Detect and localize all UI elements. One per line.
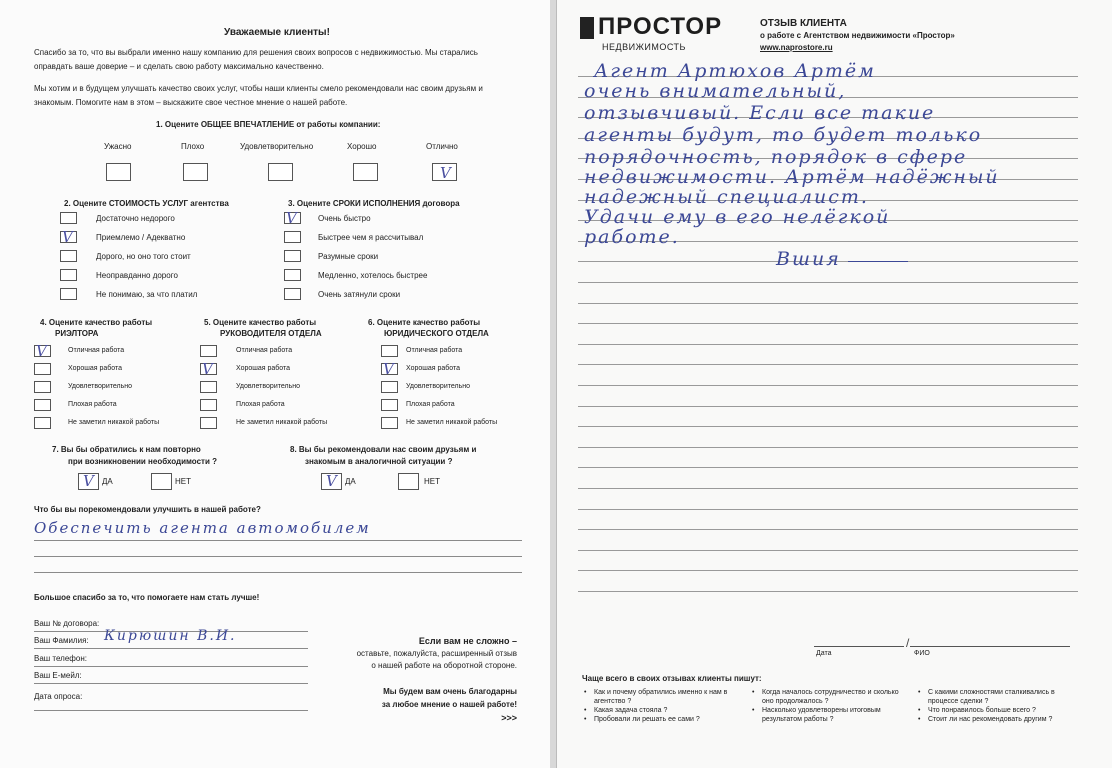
question-title: 3. Оцените СРОКИ ИСПОЛНЕНИЯ договора [288, 199, 460, 208]
manager-checkbox[interactable] [200, 360, 217, 378]
name-field[interactable] [910, 646, 1070, 647]
ruled-line [578, 591, 1078, 592]
answer-line [34, 572, 522, 573]
date-field[interactable] [34, 710, 308, 711]
option-label: Достаточно недорого [96, 214, 175, 223]
footer-item: • С какими сложностями сталкивались в процессе сделки ? [918, 689, 1055, 705]
page-divider [556, 0, 557, 768]
legal-checkbox[interactable] [381, 417, 398, 429]
checkmark: V [440, 164, 451, 182]
footer-column [582, 688, 742, 724]
rating-checkbox-satisfactory[interactable] [268, 163, 293, 181]
question-title: ЮРИДИЧЕСКОГО ОТДЕЛА [384, 329, 489, 338]
review-line[interactable]: агенты будут, то будет только [584, 124, 983, 146]
option-label: Очень затянули сроки [318, 290, 401, 299]
question-title: 2. Оцените СТОИМОСТЬ УСЛУГ агентства [64, 199, 229, 208]
terms-checkbox[interactable] [284, 231, 301, 243]
question-title: РИЭЛТОРА [55, 329, 99, 338]
option-label: Неоправданно дорого [96, 271, 178, 280]
phone-label: Ваш телефон: [34, 654, 87, 663]
realtor-checkbox[interactable] [34, 399, 51, 411]
checkmark: V [383, 360, 394, 378]
option-label: Не заметил никакой работы [406, 419, 498, 426]
phone-field[interactable] [34, 666, 308, 667]
cost-checkbox[interactable] [60, 228, 77, 246]
logo-icon [580, 17, 594, 39]
note-text: оставьте, пожалуйста, расширенный отзыв [356, 649, 517, 658]
footer-item: • Насколько удовлетворены итоговым результатом работы ? [752, 707, 881, 723]
checkmark: V [36, 342, 47, 360]
option-label: Плохая работа [236, 401, 285, 408]
ruled-line [578, 303, 1078, 304]
option-label: Удовлетворительно [240, 142, 314, 151]
ruled-line [578, 406, 1078, 407]
realtor-checkbox[interactable] [34, 342, 51, 360]
ruled-line [578, 550, 1078, 551]
rating-checkbox-bad[interactable] [183, 163, 208, 181]
footer-column [916, 688, 1066, 724]
option-label: Удовлетворительно [236, 383, 301, 390]
review-page: ПРОСТОР НЕДВИЖИМОСТЬ ОТЗЫВ КЛИЕНТА о работе с Агентством недвижимости «Простор» www.naprostore.ru Агент Артюхов Артём очень внимательный, отзывчивый. Если все такие агенты будут, то будет только порядочность, порядок в сфере недвижимости. Артём надёжный надежный специалист. Удачи ему в его нелёгкой работе. Вшия / Дата ФИО Чаще всего в своих отзывах клиенты пишут: • Как и почему обратились именно к нам в агентство ? • Какая задача стояла ? • Пробовали ли решать ее сами ? • Когда началось сотрудничество и сколько оно продолжалось ? • Насколько удовлетворены итоговым результатом работы ? • С какими сложностями сталкивались в процессе сделки ? • Что понравилось больше всего ? • Стоит ли нас рекомендовать другим ? [556, 0, 1112, 768]
surname-value[interactable]: Кирюшин В.И. [104, 628, 237, 644]
checkmark: V [62, 228, 73, 246]
no-label: НЕТ [424, 477, 440, 486]
terms-checkbox[interactable] [284, 250, 301, 262]
realtor-checkbox[interactable] [34, 417, 51, 429]
footer-column [750, 688, 900, 724]
footer-item: • Какая задача стояла ? [584, 707, 668, 714]
ruled-line [578, 282, 1078, 283]
checkmark: V [202, 360, 213, 378]
review-line[interactable]: Агент Артюхов Артём [594, 60, 876, 82]
review-line[interactable]: очень внимательный, [584, 80, 847, 102]
header-subtitle: о работе с Агентством недвижимости «Простор» [760, 31, 955, 40]
checkmark: V [326, 472, 337, 490]
date-label: Дата [816, 650, 832, 657]
option-label: Плохая работа [68, 401, 117, 408]
note-text: о нашей работе на оборотной стороне. [371, 661, 517, 670]
manager-checkbox[interactable] [200, 345, 217, 357]
page-title: Уважаемые клиенты! [224, 27, 330, 38]
option-label: Отличная работа [68, 347, 125, 354]
option-label: Быстрее чем я рассчитывал [318, 233, 424, 242]
terms-checkbox[interactable] [284, 269, 301, 281]
logo-text: ПРОСТОР [598, 13, 723, 40]
surname-field[interactable] [34, 648, 308, 649]
manager-checkbox[interactable] [200, 399, 217, 411]
option-label: Хорошая работа [236, 365, 291, 372]
cost-checkbox[interactable] [60, 288, 77, 300]
option-label: Отлично [426, 142, 458, 151]
thanks-text: Большое спасибо за то, что помогаете нам стать лучше! [34, 593, 260, 602]
option-label: Удовлетворительно [68, 383, 133, 390]
footer-item: • Когда началось сотрудничество и сколько оно продолжалось ? [752, 689, 899, 705]
legal-checkbox[interactable] [381, 381, 398, 393]
ruled-line [578, 344, 1078, 345]
legal-checkbox[interactable] [381, 345, 398, 357]
footer-item: • Стоит ли нас рекомендовать другим ? [918, 716, 1053, 723]
review-line[interactable]: порядочность, порядок в сфере [584, 146, 968, 168]
signature: Вшия [776, 248, 841, 270]
ruled-line [578, 467, 1078, 468]
review-line[interactable]: Удачи ему в его нелёгкой [584, 206, 891, 228]
header-url[interactable]: www.naprostore.ru [760, 43, 833, 52]
survey-form-page [0, 0, 550, 768]
review-line[interactable]: отзывчивый. Если все такие [584, 102, 936, 124]
ruled-line [578, 323, 1078, 324]
footer-item: • Как и почему обратились именно к нам в агентство ? [584, 689, 728, 705]
cost-checkbox[interactable] [60, 212, 77, 224]
question-title: 1. Оцените ОБЩЕЕ ВПЕЧАТЛЕНИЕ от работы компании: [156, 120, 381, 129]
legal-checkbox[interactable] [381, 399, 398, 411]
option-label: Не понимаю, за что платил [96, 290, 198, 299]
cost-checkbox[interactable] [60, 269, 77, 281]
rating-checkbox-terrible[interactable] [106, 163, 131, 181]
option-label: Разумные сроки [318, 252, 379, 261]
arrows-icon: >>> [501, 713, 517, 723]
answer-line [34, 556, 522, 557]
surname-label: Ваш Фамилия: [34, 636, 89, 645]
question-title: РУКОВОДИТЕЛЯ ОТДЕЛА [220, 329, 322, 338]
intro-text: оправдать ваше доверие – и сделать свою работу максимально качественно. [34, 62, 324, 71]
realtor-checkbox[interactable] [34, 363, 51, 375]
ruled-line [578, 447, 1078, 448]
question-title: 7. Вы бы обратились к нам повторно [52, 445, 201, 454]
name-label: ФИО [914, 650, 930, 657]
checkmark: V [83, 472, 94, 490]
ruled-line [578, 488, 1078, 489]
realtor-checkbox[interactable] [34, 381, 51, 393]
no-label: НЕТ [175, 477, 191, 486]
contract-label: Ваш № договора: [34, 619, 100, 628]
rating-checkbox-excellent[interactable] [432, 163, 457, 181]
manager-checkbox[interactable] [200, 417, 217, 429]
option-label: Отличная работа [236, 347, 293, 354]
intro-text: знакомым. Помогите нам в этом – выскажите свое честное мнение о нашей работе. [34, 98, 348, 107]
terms-checkbox[interactable] [284, 209, 301, 227]
option-label: Не заметил никакой работы [68, 419, 160, 426]
option-label: Плохо [181, 142, 205, 151]
ruled-line [578, 529, 1078, 530]
ruled-line [578, 364, 1078, 365]
review-line[interactable]: недвижимости. Артём надёжный [584, 166, 1000, 188]
footer-item: • Пробовали ли решать ее сами ? [584, 716, 700, 723]
checkmark: V [286, 209, 297, 227]
return-yes-checkbox[interactable] [78, 473, 99, 490]
note-title: Если вам не сложно – [418, 636, 517, 646]
signature-stroke [848, 261, 908, 262]
intro-text: Спасибо за то, что вы выбрали именно нашу компанию для решения своих вопросов с недвижимостью. Мы старались [34, 48, 478, 57]
option-label: Хорошая работа [406, 365, 461, 372]
question-title: 6. Оцените качество работы [368, 318, 481, 327]
date-label: Дата опроса: [34, 692, 83, 701]
improve-answer[interactable]: Обеспечить агента автомобилем [34, 519, 371, 537]
logo-subtitle: НЕДВИЖИМОСТЬ [602, 42, 686, 52]
option-label: Дорого, но оно того стоит [96, 252, 191, 261]
email-label: Ваш Е-мейл: [34, 671, 82, 680]
rating-checkbox-good[interactable] [353, 163, 378, 181]
option-label: Ужасно [104, 142, 132, 151]
option-label: Хорошо [347, 142, 377, 151]
question-title: 8. Вы бы рекомендовали нас своим друзьям и [290, 445, 477, 454]
header-title: ОТЗЫВ КЛИЕНТА [760, 18, 847, 29]
ruled-line [578, 426, 1078, 427]
ruled-line [578, 509, 1078, 510]
option-label: Отличная работа [406, 347, 463, 354]
option-label: Приемлемо / Адекватно [96, 233, 186, 242]
legal-checkbox[interactable] [381, 360, 398, 378]
answer-line [34, 540, 522, 541]
recommend-no-checkbox[interactable] [398, 473, 419, 490]
option-label: Плохая работа [406, 401, 455, 408]
review-line[interactable]: работе. [584, 226, 680, 248]
option-label: Хорошая работа [68, 365, 123, 372]
question-title: 4. Оцените качество работы [40, 318, 153, 327]
cost-checkbox[interactable] [60, 250, 77, 262]
recommend-yes-checkbox[interactable] [321, 473, 342, 490]
option-label: Не заметил никакой работы [236, 419, 328, 426]
option-label: Медленно, хотелось быстрее [318, 271, 428, 280]
final-note: Мы будем вам очень благодарны [383, 687, 517, 696]
final-note: за любое мнение о нашей работе! [381, 700, 517, 709]
question-title: при возникновении необходимости ? [68, 457, 217, 466]
manager-checkbox[interactable] [200, 381, 217, 393]
improve-question: Что бы вы порекомендовали улучшить в нашей работе? [34, 505, 261, 514]
option-label: Удовлетворительно [406, 383, 471, 390]
option-label: Очень быстро [318, 214, 371, 223]
terms-checkbox[interactable] [284, 288, 301, 300]
footer-title: Чаще всего в своих отзывах клиенты пишут: [582, 674, 762, 683]
yes-label: ДА [102, 477, 113, 486]
question-title: 5. Оцените качество работы [204, 318, 317, 327]
intro-text: Мы хотим и в будущем улучшать качество своих услуг, чтобы наши клиенты смело рекомендовали нас своим друзьям и [34, 84, 483, 93]
ruled-line [578, 385, 1078, 386]
date-field[interactable] [814, 646, 904, 647]
ruled-line [578, 570, 1078, 571]
return-no-checkbox[interactable] [151, 473, 172, 490]
email-field[interactable] [34, 683, 308, 684]
footer-item: • Что понравилось больше всего ? [918, 707, 1036, 714]
review-line[interactable]: надежный специалист. [584, 186, 869, 208]
question-title: знакомым в аналогичной ситуации ? [305, 457, 453, 466]
yes-label: ДА [345, 477, 356, 486]
